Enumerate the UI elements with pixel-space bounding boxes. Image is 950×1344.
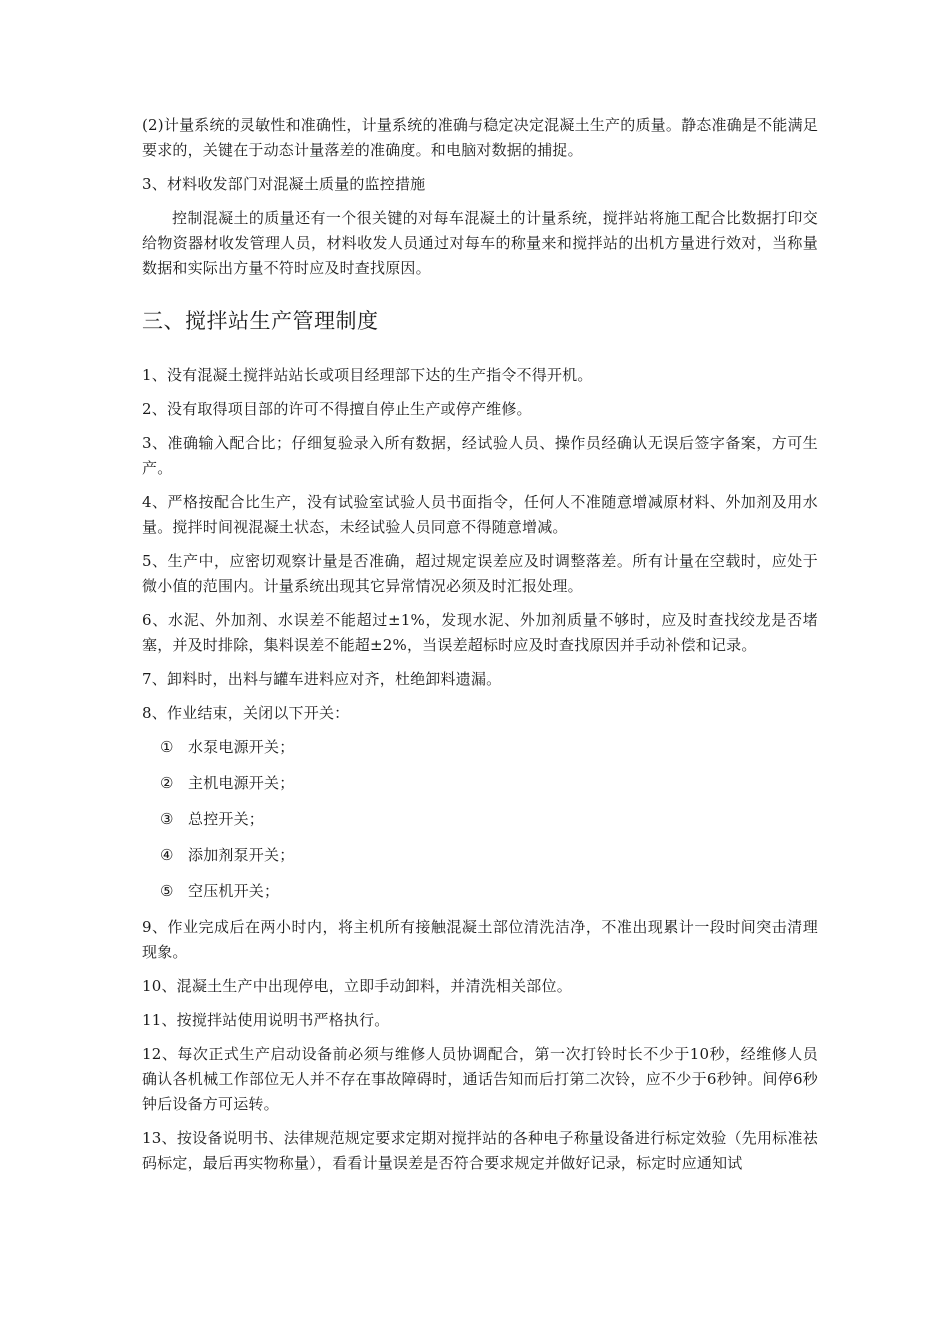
list-item: 7、卸料时，出料与罐车进料应对齐，杜绝卸料遗漏。 bbox=[142, 670, 502, 688]
list-item: 8、作业结束，关闭以下开关： bbox=[142, 704, 350, 722]
list-item: 5、生产中，应密切观察计量是否准确，超过规定误差应及时调整落差。所有计量在空载时，应处于微小值的范围内。计量系统出现其它异常情况必须及时汇报处理。 bbox=[142, 552, 818, 595]
switch-number: ③ bbox=[160, 810, 174, 828]
list-item: 4、严格按配合比生产，没有试验室试验人员书面指令，任何人不准随意增减原材料、外加剂及用水量。搅拌时间视混凝土状态，未经试验人员同意不得随意增减。 bbox=[142, 493, 818, 536]
switch-number: ② bbox=[160, 774, 174, 792]
list-item: 11、按搅拌站使用说明书严格执行。 bbox=[142, 1011, 390, 1029]
switch-item bbox=[160, 735, 818, 760]
switch-label: 空压机开关； bbox=[188, 882, 280, 900]
list-item: 1、没有混凝土搅拌站站长或项目经理部下达的生产指令不得开机。 bbox=[142, 366, 593, 384]
list-item: 9、作业完成后在两小时内，将主机所有接触混凝土部位清洗洁净，不准出现累计一段时间突击清理现象。 bbox=[142, 918, 818, 961]
paragraph-measurement-accuracy: (2)计量系统的灵敏性和准确性，计量系统的准确与稳定决定混凝土生产的质量。静态准确是不能满足要求的，关键在于动态计量落差的准确度。和电脑对数据的捕捉。 bbox=[142, 116, 818, 159]
switch-number: ⑤ bbox=[160, 882, 174, 900]
switch-item bbox=[160, 807, 818, 832]
list-item: 10、混凝土生产中出现停电，立即手动卸料，并清洗相关部位。 bbox=[142, 977, 572, 995]
section-heading: 三、搅拌站生产管理制度 bbox=[142, 309, 379, 333]
list-item: 6、水泥、外加剂、水误差不能超过±1%，发现水泥、外加剂质量不够时，应及时查找绞龙是否堵塞，并及时排除，集料误差不能超±2%，当误差超标时应及时查找原因并手动补偿和记录。 bbox=[142, 611, 818, 654]
switch-label: 总控开关； bbox=[188, 810, 265, 828]
list-item: 3、准确输入配合比；仔细复验录入所有数据，经试验人员、操作员经确认无误后签字备案，方可生产。 bbox=[142, 434, 818, 477]
list-item: 13、按设备说明书、法律规范规定要求定期对搅拌站的各种电子称量设备进行标定效验（先用标准祛码标定，最后再实物称量），看看计量误差是否符合要求规定并做好记录，标定时应通知试 bbox=[142, 1129, 818, 1172]
switch-label: 水泵电源开关； bbox=[188, 738, 295, 756]
switch-item bbox=[160, 843, 818, 868]
paragraph-material-dept-title: 3、材料收发部门对混凝土质量的监控措施 bbox=[142, 175, 426, 193]
list-item: 2、没有取得项目部的许可不得擅自停止生产或停产维修。 bbox=[142, 400, 532, 418]
switch-number: ① bbox=[160, 738, 174, 756]
switch-number: ④ bbox=[160, 846, 174, 864]
switch-item bbox=[160, 771, 818, 796]
paragraph-material-dept-body: 控制混凝土的质量还有一个很关键的对每车混凝土的计量系统，搅拌站将施工配合比数据打印交给物资器材收发管理人员，材料收发人员通过对每车的称量来和搅拌站的出机方量进行效对，当称量数据和实际出方量不符时应及时查找原因。 bbox=[142, 209, 818, 277]
document-page bbox=[142, 113, 818, 1185]
switch-label: 主机电源开关； bbox=[188, 774, 295, 792]
switch-label: 添加剂泵开关； bbox=[188, 846, 295, 864]
switch-item bbox=[160, 879, 818, 904]
list-item: 12、每次正式生产启动设备前必须与维修人员协调配合，第一次打铃时长不少于10秒，经维修人员确认各机械工作部位无人并不存在事故障碍时，通话告知而后打第二次铃，应不少于6秒钟。间停6秒钟后设备方可运转。 bbox=[142, 1045, 818, 1113]
